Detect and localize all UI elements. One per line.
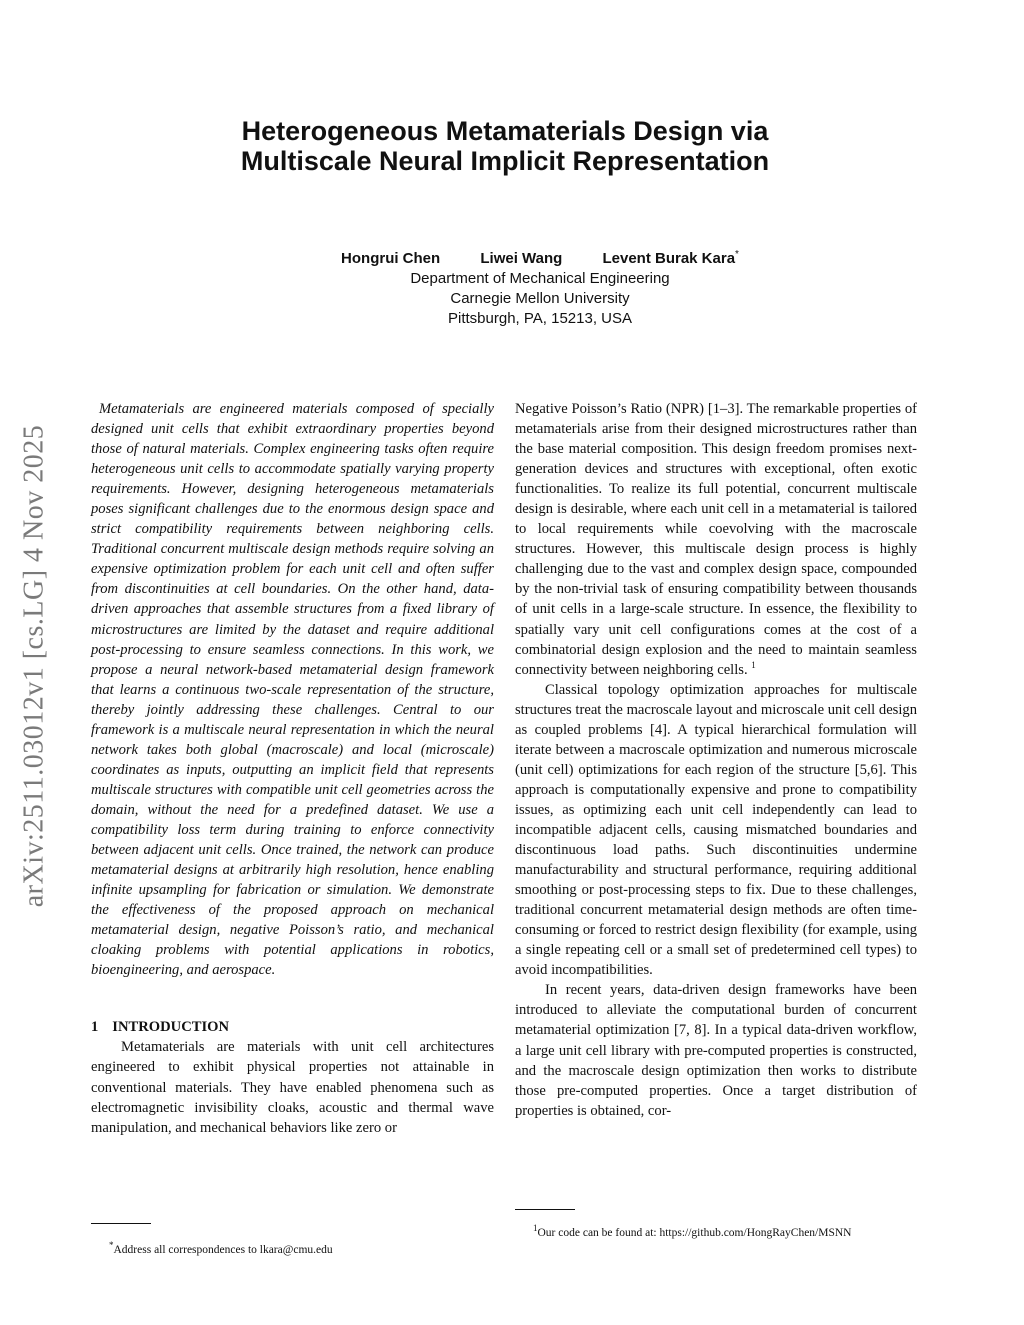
footnote-ref-1: 1 — [751, 659, 756, 670]
intro-paragraph-1-continued-text: Negative Poisson’s Ratio (NPR) [1–3]. The remarkable properties of metamaterials arise from their designed microstructures rather than the base material composition. This design freedom promises next-generation devices and structures with exceptional, often exotic functionalities. To realize its full potential, concurrent multiscale design is desirable, where each unit cell in a metamaterial is tailored to local requirements while coevolving with the macroscale structures. However, this multiscale design process is highly challenging due to the vast and complex design space, compounded by the non-trivial task of ensuring compatibility between thousands of unit cells in a large-scale structure. In essence, the flexibility to spatially vary unit cell configurations comes at the cost of a combinatorial design explosion and the need to maintain seamless connectivity between neighboring cells. — [515, 401, 917, 678]
author-names — [200, 249, 880, 269]
section-number: 1 — [91, 1019, 99, 1036]
author-3 — [602, 250, 738, 267]
footnote-rule-left — [91, 1223, 151, 1224]
section-heading-introduction — [91, 1017, 494, 1037]
author-1: Hongrui Chen — [341, 250, 441, 267]
arxiv-id-text: arXiv:2511.03012v1 [cs.LG] 4 Nov 2025 — [18, 424, 50, 908]
corresponding-author-mark: * — [735, 249, 739, 260]
author-block — [200, 249, 880, 329]
section-title: INTRODUCTION — [112, 1019, 230, 1036]
affiliation-department: Department of Mechanical Engineering — [410, 270, 670, 287]
title-line-1: Heterogeneous Metamaterials Design via — [241, 116, 769, 146]
author-3-name: Levent Burak Kara — [602, 250, 736, 267]
footnote-code-prefix: Our code can be found at: — [537, 1227, 660, 1239]
footnote-correspondence — [109, 1240, 333, 1257]
footnote-rule-right — [515, 1209, 575, 1210]
affiliation-university: Carnegie Mellon University — [450, 290, 630, 307]
intro-paragraph-3: In recent years, data-driven design frameworks have been introduced to alleviate the computational burden of concurrent metamaterial optimization [7, 8]. In a typical data-driven workflow, a large unit cell library with pre-computed properties is constructed, and the macroscale design optimization then works to distribute those pre-computed properties. Once a target distribution of properties is obtained, cor- — [515, 982, 917, 1119]
footnote-mark-star: * — [109, 1240, 114, 1251]
footnote-correspondence-text: Address all correspondences to lkara@cmu.edu — [113, 1244, 333, 1256]
title-line-2: Multiscale Neural Implicit Representation — [240, 146, 770, 176]
left-column — [91, 399, 494, 1138]
footnote-mark-1: 1 — [533, 1223, 538, 1234]
intro-paragraph-1-continued — [515, 399, 917, 680]
right-column — [515, 399, 917, 1121]
intro-paragraph-1: Metamaterials are materials with unit cell architectures engineered to exhibit physical properties not attainable in conventional materials. They have enabled phenomena such as electromagnetic invisibility cloaks, acoustic and thermal wave manipulation, and mechanical behaviors like zero or — [91, 1039, 494, 1136]
intro-paragraph-2: Classical topology optimization approaches for multiscale structures treat the macroscale layout and microscale unit cell design as coupled problems [4]. A typical hierarchical formulation will iterate between a macroscale optimization and numerous microscale (unit cell) optimizations for each region of the structure [5,6]. This approach is computationally expensive and prone to compatibility issues, as optimizing each unit cell independently can lead to incompatible adjacent cells, causing mismatched boundaries and discontinuous load paths. Such discontinuities undermine manufacturability and structural performance, requiring additional smoothing or post-processing steps to fix. Due to these challenges, traditional concurrent metamaterial design methods are often time-consuming or forced to restrict design flexibility (for example, using a single repeating cell or a small set of predetermined cell types) to avoid incompatibilities. — [515, 681, 917, 979]
footnote-code — [533, 1223, 852, 1240]
abstract: Metamaterials are engineered materials composed of specially designed unit cells that exhibit extraordinary properties beyond those of natural materials. Complex engineering tasks often require heterogeneous unit cells to accommodate spatially varying property requirements. However, designing heterogeneous metamaterials poses significant challenges due to the enormous design space and strict compatibility requirements between neighboring cells. Traditional concurrent multiscale design methods require solving an expensive optimization problem for each unit cell and often suffer from discontinuities at cell boundaries. On the other hand, data-driven approaches that assemble structures from a fixed library of microstructures are limited by the dataset and require additional post-processing to ensure seamless connections. In this work, we propose a neural network-based metamaterial design framework that learns a continuous two-scale representation of the structure, thereby jointly addressing these challenges. Central to our framework is a multiscale neural representation in which the neural network takes both global (macroscale) and local (microscale) coordinates as inputs, outputting an implicit field that represents multiscale structures with compatible unit cell geometries across the domain, without the need for a predefined dataset. We use a compatibility loss term during training to enforce connectivity between adjacent unit cells. Once trained, the network can produce metamaterial designs at arbitrarily high resolution, hence enabling infinite upsampling for fabrication or simulation. We demonstrate the effectiveness of the proposed approach on mechanical metamaterial design, negative Poisson’s ratio, and mechanical cloaking problems with potential applications in robotics, bioengineering, and aerospace. — [91, 401, 494, 979]
paper-title — [120, 116, 890, 176]
author-2: Liwei Wang — [480, 250, 563, 267]
affiliation-address: Pittsburgh, PA, 15213, USA — [448, 310, 632, 327]
arxiv-identifier-stamp — [6, 376, 62, 956]
code-repository-link[interactable]: https://github.com/HongRayChen/MSNN — [659, 1227, 852, 1239]
